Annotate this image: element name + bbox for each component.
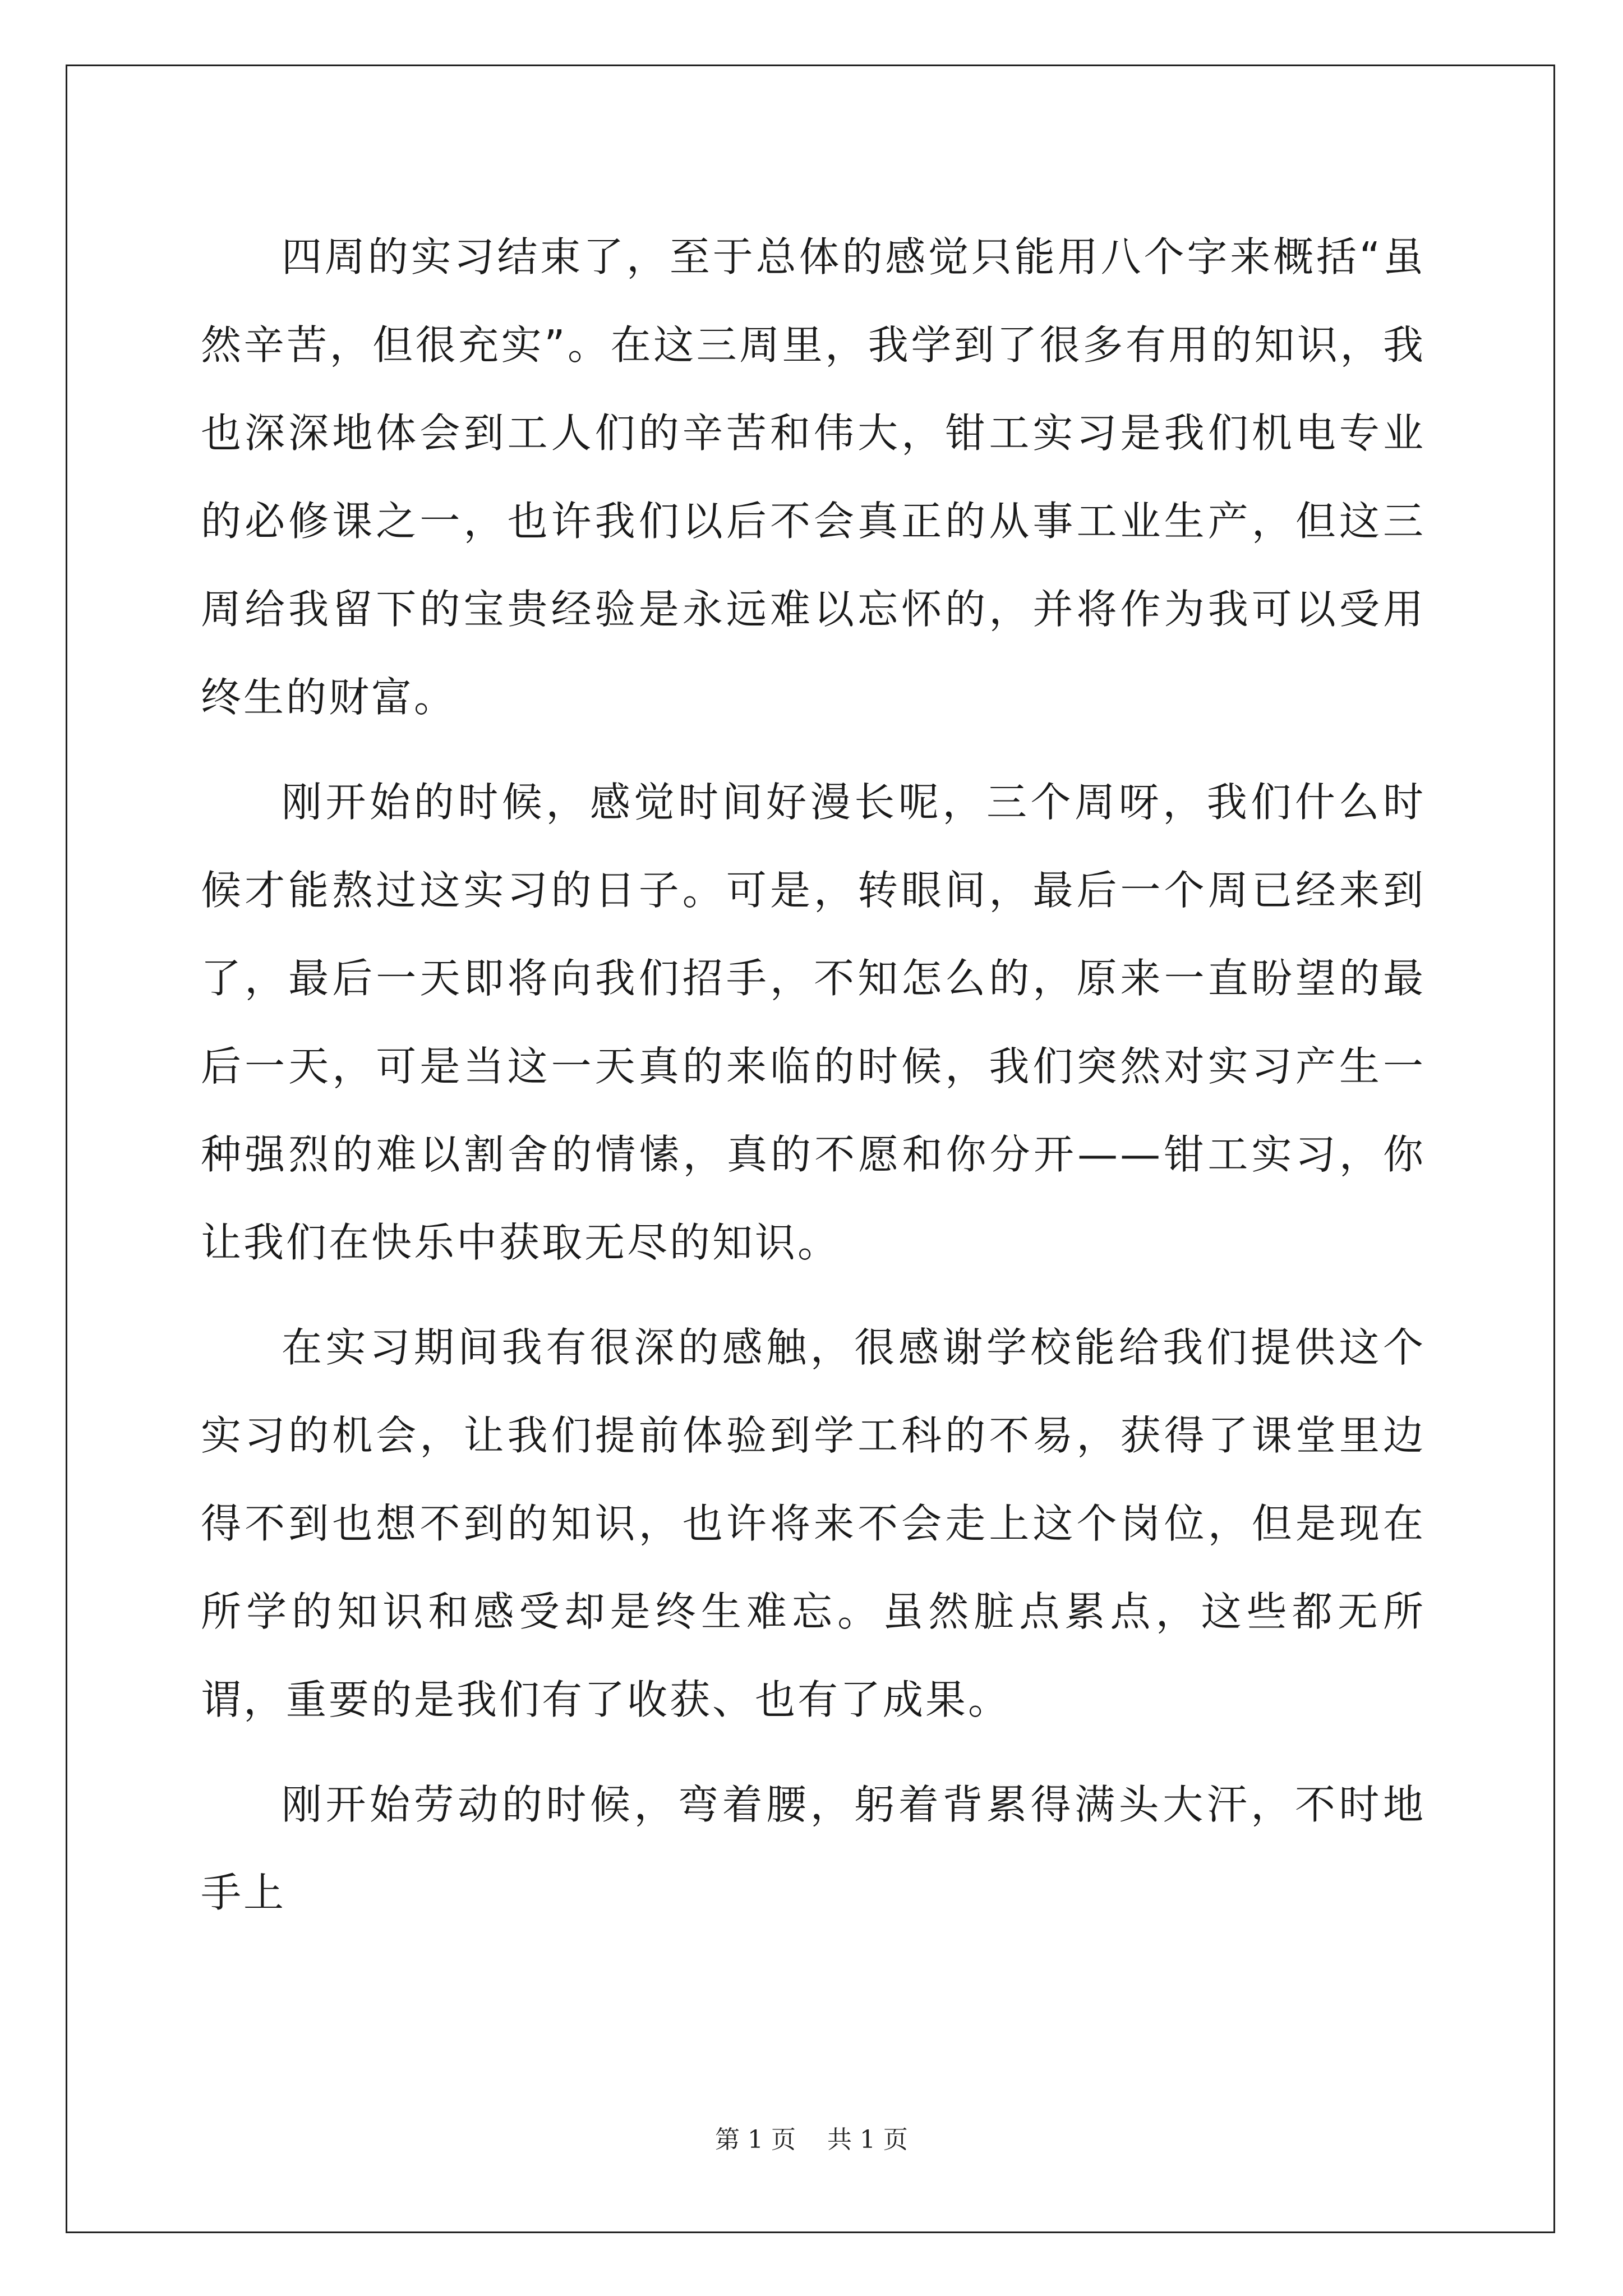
- paragraph-4: 刚开始劳动的时候，弯着腰，躬着背累得满头大汗，不时地手上: [201, 1781, 1426, 1916]
- document-body: [201, 213, 1426, 1937]
- page-number: 第 1 页: [715, 2125, 796, 2154]
- paragraph-3: 在实习期间我有很深的感触，很感谢学校能给我们提供这个实习的机会，让我们提前体验到学工科的不易，获得了课堂里边得不到也想不到的知识，也许将来不会走上这个岗位，但是现在所学的知识和感受却是终生难忘。虽然脏点累点，这些都无所谓，重要的是我们有了收获、也有了成果。: [201, 1324, 1426, 1723]
- paragraph-1: 四周的实习结束了，至于总体的感觉只能用八个字来概括“虽然辛苦，但很充实”。在这三周里，我学到了很多有用的知识，我也深深地体会到工人们的辛苦和伟大，钳工实习是我们机电专业的必修课之一，也许我们以后不会真正的从事工业生产，但这三周给我留下的宝贵经验是永远难以忘怀的，并将作为我可以受用终生的财富。: [201, 233, 1426, 721]
- page-footer: [0, 2119, 1623, 2155]
- page-total: 共 1 页: [827, 2125, 908, 2154]
- paragraph-2: 刚开始的时候，感觉时间好漫长呢，三个周呀，我们什么时候才能熬过这实习的日子。可是，转眼间，最后一个周已经来到了，最后一天即将向我们招手，不知怎么的，原来一直盼望的最后一天，可是当这一天真的来临的时候，我们突然对实习产生一种强烈的难以割舍的情愫，真的不愿和你分开——钳工实习，你让我们在快乐中获取无尽的知识。: [201, 779, 1426, 1266]
